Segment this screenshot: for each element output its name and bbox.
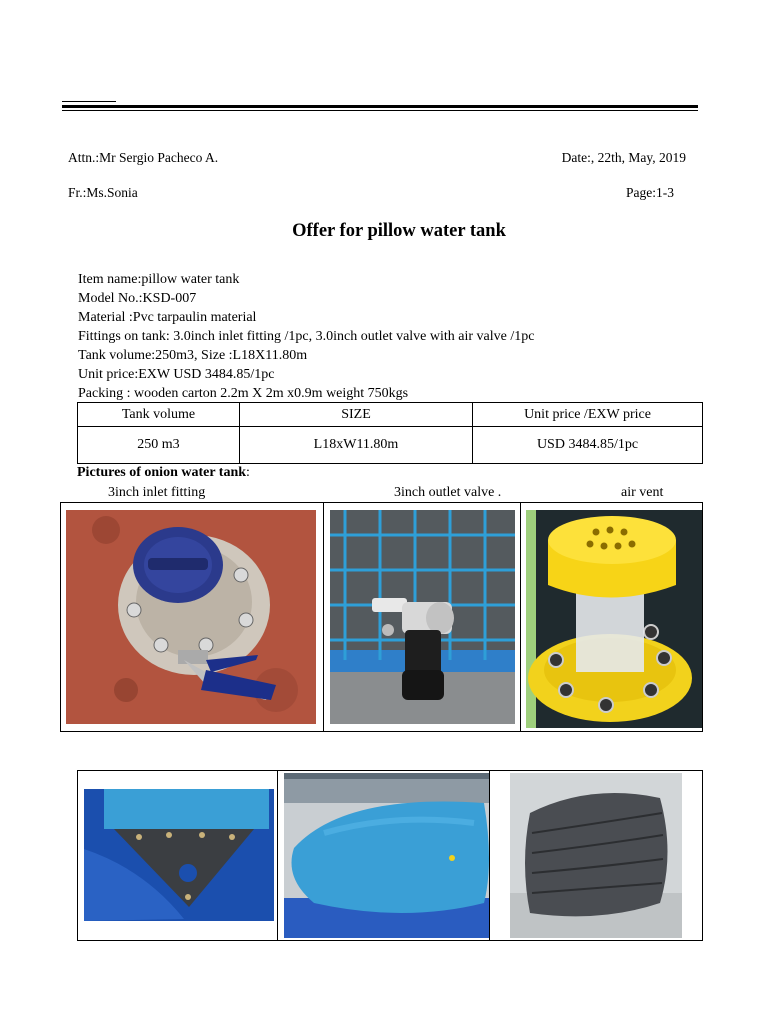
- tank-corner-icon: [84, 789, 274, 921]
- table-header-cell: SIZE: [240, 403, 473, 427]
- outlet-valve-icon: [330, 510, 515, 724]
- date-line: Date:, 22th, May, 2019: [561, 150, 686, 165]
- detail-packing: Packing : wooden carton 2.2m X 2m x0.9m weight 750kgs: [78, 386, 409, 401]
- grid-divider: [277, 770, 278, 941]
- pictures-heading: Pictures of onion water tank:: [77, 465, 250, 480]
- header-thin-rule: [62, 110, 698, 111]
- spec-table: [77, 402, 703, 464]
- detail-item-name: Item name:pillow water tank: [78, 272, 240, 287]
- grid-divider: [520, 502, 521, 732]
- table-header-cell: Unit price /EXW price: [473, 403, 703, 427]
- product-details: [78, 270, 534, 403]
- inflated-pillow-tank-icon: [284, 773, 489, 938]
- tank-corner-photo: [84, 789, 274, 921]
- header-short-rule: [62, 101, 116, 102]
- caption-air-vent: air vent: [621, 485, 664, 500]
- page-number: Page:1-3: [626, 185, 674, 200]
- from-line: Fr.:Ms.Sonia: [68, 185, 138, 200]
- inflated-pillow-tank-photo: [284, 773, 489, 938]
- header-thick-rule: [62, 105, 698, 108]
- table-cell: L18xW11.80m: [240, 427, 473, 464]
- detail-volume-size: Tank volume:250m3, Size :L18X11.80m: [78, 348, 308, 363]
- table-row: [78, 427, 703, 464]
- detail-material: Material :Pvc tarpaulin material: [78, 310, 257, 325]
- caption-outlet: 3inch outlet valve .: [394, 485, 502, 500]
- table-header-row: [78, 403, 703, 427]
- folded-tank-photo: [510, 773, 682, 938]
- caption-inlet: 3inch inlet fitting: [108, 485, 206, 500]
- inlet-fitting-photo: [66, 510, 316, 724]
- detail-fittings: Fittings on tank: 3.0inch inlet fitting /1pc, 3.0inch outlet valve with air valve /1pc: [78, 329, 535, 344]
- inlet-fitting-icon: [66, 510, 316, 724]
- table-header-cell: Tank volume: [78, 403, 240, 427]
- detail-unit-price: Unit price:EXW USD 3484.85/1pc: [78, 367, 275, 382]
- table-cell: 250 m3: [78, 427, 240, 464]
- folded-tank-icon: [510, 773, 682, 938]
- table-cell: USD 3484.85/1pc: [473, 427, 703, 464]
- grid-divider: [489, 770, 490, 941]
- document-title: Offer for pillow water tank: [292, 221, 506, 241]
- air-vent-icon: [526, 510, 702, 728]
- air-vent-photo: [526, 510, 702, 728]
- outlet-valve-photo: [330, 510, 515, 724]
- detail-model: Model No.:KSD-007: [78, 291, 197, 306]
- grid-divider: [323, 502, 324, 732]
- attn-line: Attn.:Mr Sergio Pacheco A.: [68, 150, 219, 165]
